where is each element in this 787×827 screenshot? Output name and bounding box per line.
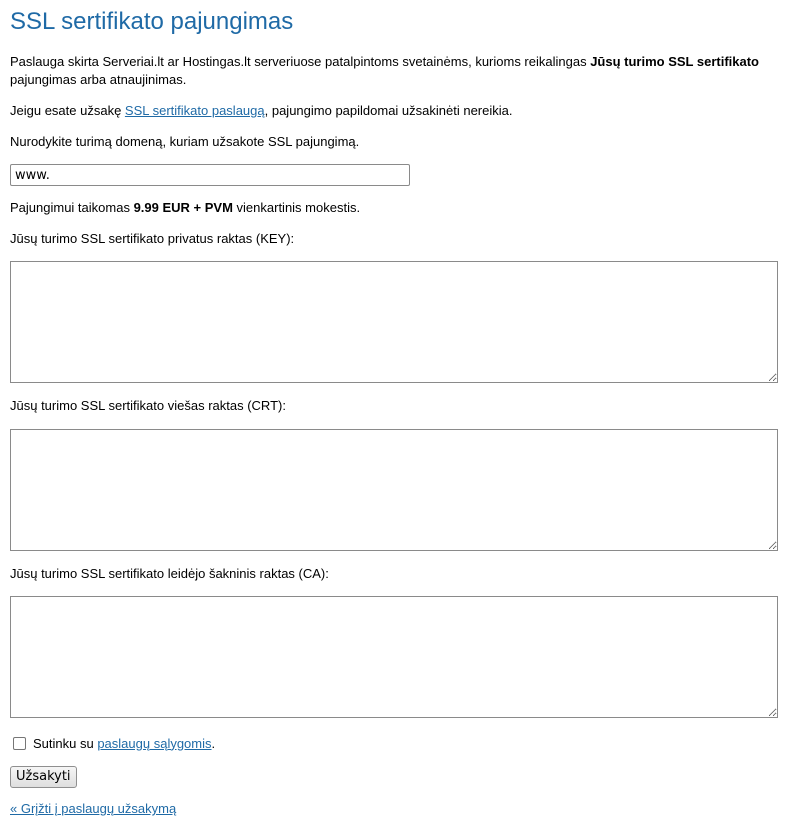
terms-text: Sutinku su [33,735,98,751]
price-paragraph [10,199,360,217]
intro-text: Paslauga skirta Serveriai.lt ar Hostingas.lt serveriuose patalpintoms svetainėms, kurioms reikalingas [10,54,591,69]
submit-button[interactable]: Užsakyti [10,766,77,788]
crt-textarea[interactable] [10,429,778,551]
notice-text-end: , pajungimo papildomai užsakinėti nereikia. [264,103,513,118]
price-text: Pajungimui taikomas [10,200,134,215]
ca-textarea[interactable] [10,596,778,718]
domain-prompt: Nurodykite turimą domeną, kuriam užsakote SSL pajungimą. [10,134,360,149]
notice-paragraph [10,102,513,120]
ca-label: Jūsų turimo SSL sertifikato leidėjo šakninis raktas (CA): [10,566,329,581]
intro-paragraph [10,53,778,89]
crt-label: Jūsų turimo SSL sertifikato viešas raktas (CRT): [10,398,286,413]
terms-text-end: . [211,735,216,751]
terms-link[interactable]: paslaugų sąlygomis [97,735,212,751]
key-label: Jūsų turimo SSL sertifikato privatus raktas (KEY): [10,231,295,246]
terms-checkbox[interactable] [13,737,26,750]
back-link[interactable]: « Grįžti į paslaugų užsakymą [10,801,177,816]
intro-bold-text: Jūsų turimo SSL sertifikato [590,54,759,69]
terms-agreement [13,734,215,752]
notice-text: Jeigu esate užsakę [10,103,125,118]
page-title: SSL sertifikato pajungimas [10,8,294,35]
price-text-end: vienkartinis mokestis. [232,200,361,215]
intro-text-end: pajungimas arba atnaujinimas. [10,72,187,87]
ssl-service-link[interactable]: SSL sertifikato paslaugą [124,103,265,118]
key-textarea[interactable] [10,261,778,383]
price-amount: 9.99 EUR + PVM [133,200,233,215]
domain-input[interactable] [10,164,410,186]
